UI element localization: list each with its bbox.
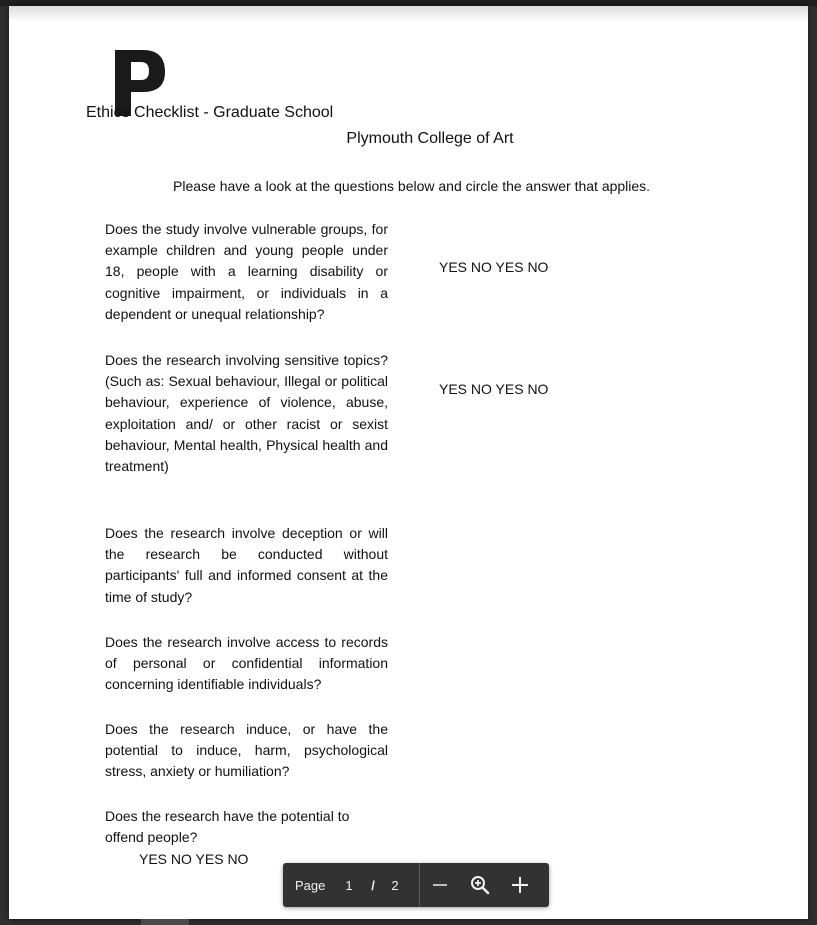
answer-options-2: YES NO YES NO [439,381,549,397]
answer-options-6: YES NO YES NO [139,851,249,867]
zoom-fit-button[interactable] [460,863,500,907]
zoom-out-button[interactable] [420,863,460,907]
question-1: Does the study involve vulnerable groups, for example children and young people under 18, people with a learning disability or cognitive impairment, or individuals in a dependent or unequal relationship? [105,221,388,322]
page-edge-tab [141,919,189,925]
question-4: Does the research involve access to records of personal or confidential information concerning identifiable individuals? [105,634,388,693]
page-label: Page [295,877,326,893]
total-pages: 2 [391,877,399,893]
pdf-page [9,6,808,919]
pdf-toolbar [283,863,549,907]
zoom-fit-icon [470,875,490,895]
question-2: Does the research involving sensitive topics? (Such as: Sexual behaviour, Illegal or political behaviour, experience of violence, abuse, exploitation and/ or other racist or sexist behaviour, Mental health, Physical health and treatment) [105,352,388,475]
zoom-in-button[interactable] [500,863,540,907]
answer-options-1: YES NO YES NO [439,259,549,275]
page-separator: / [371,877,375,893]
zoom-out-icon [432,877,448,893]
institution-name: Plymouth College of Art [346,130,514,147]
document-title: Ethics Checklist - Graduate School [86,104,334,121]
question-6: Does the research have the potential to offend people? [105,808,350,846]
page-top-shade [9,6,808,22]
instruction-text: Please have a look at the questions below and circle the answer that applies. [173,178,651,194]
question-5: Does the research induce, or have the potential to induce, harm, psychological stress, anxiety or humiliation? [105,721,388,780]
zoom-in-icon [511,876,529,894]
current-page-input[interactable]: 1 [345,877,353,893]
question-3: Does the research involve deception or will the research be conducted without participants' full and informed consent at the time of study? [105,525,388,605]
